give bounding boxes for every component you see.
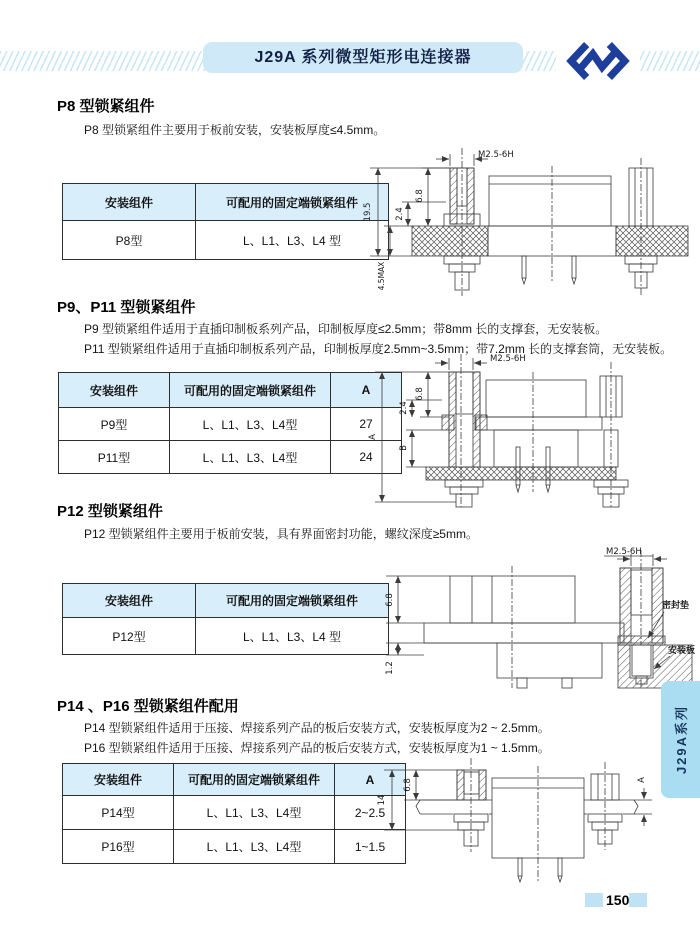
table-header-row: [59, 373, 402, 408]
col-header: 安装组件: [63, 764, 174, 796]
col-header: 安装组件: [63, 584, 196, 618]
cell-model: P9型: [59, 408, 170, 441]
section-p16-paragraph: P16 型锁紧组件适用于压接、焊接系列产品的板后安装方式，安装板厚度为1 ~ 1.5mm。: [84, 741, 550, 755]
section-heading-p9-p11: P9、P11 型锁紧组件: [57, 299, 196, 316]
table-row: [59, 441, 402, 474]
dim-label: 6.8: [403, 778, 413, 792]
dim-label: 2.4: [399, 401, 409, 415]
col-header: 可配用的固定端锁紧组件: [170, 373, 331, 408]
table-row: [63, 830, 406, 864]
col-header: A: [335, 764, 406, 796]
footer-left-bar: [585, 893, 603, 907]
p9-p11-drawing: [368, 352, 638, 507]
table-row: [63, 618, 389, 655]
dim-label: 2.4: [395, 207, 405, 221]
page-title: J29A 系列微型矩形电连接器: [203, 42, 523, 73]
section-p8-paragraph: P8 型锁紧组件主要用于板前安装，安装板厚度≤4.5mm。: [84, 123, 386, 137]
footer-right-bar: [629, 893, 647, 907]
table-row: [63, 221, 389, 260]
section-heading-p14-p16: P14 、P16 型锁紧组件配用: [57, 698, 239, 715]
cell-a-value: 27: [331, 408, 402, 441]
section-heading-p8: P8 型锁紧组件: [57, 98, 155, 115]
dim-label: 6.8: [415, 387, 425, 401]
dim-label-thread: M2.5-6H: [490, 354, 526, 364]
section-p9-paragraph: P9 型锁紧组件适用于直插印制板系列产品，印制板厚度≤2.5mm；带8mm 长的支撑套，无安装板。: [84, 322, 608, 336]
p8-table: [62, 183, 389, 260]
cell-model: P14型: [63, 796, 174, 830]
cell-compatible: L、L1、L3、L4 型: [196, 618, 389, 655]
col-header: 可配用的固定端锁紧组件: [196, 184, 389, 221]
col-header: 安装组件: [63, 184, 196, 221]
cell-model: P8型: [63, 221, 196, 260]
series-side-tab-label: J29A系列: [674, 704, 689, 775]
dim-label: 1.2: [385, 661, 395, 675]
dim-label: 4.5MAX: [377, 261, 386, 291]
table-header-row: [63, 764, 406, 796]
mounting-plate-label: 安装板: [668, 646, 696, 656]
p12-drawing: [362, 547, 696, 693]
col-header: A: [331, 373, 402, 408]
cell-compatible: L、L1、L3、L4型: [174, 796, 335, 830]
cell-model: P16型: [63, 830, 174, 864]
dim-label: 6.8: [415, 189, 425, 203]
table-header-row: [63, 184, 389, 221]
dim-label: A: [637, 777, 647, 783]
section-p14-paragraph: P14 型锁紧组件适用于压接、焊接系列产品的板后安装方式，安装板厚度为2 ~ 2.5mm。: [84, 721, 550, 735]
cell-compatible: L、L1、L3、L4型: [174, 830, 335, 864]
section-p11-paragraph: P11 型锁紧组件适用于直插印制板系列产品，印制板厚度2.5mm~3.5mm；带7.2mm 长的支撑套筒，无安装板。: [84, 342, 673, 356]
table-row: [59, 408, 402, 441]
table-row: [63, 796, 406, 830]
dim-label: A: [368, 434, 378, 440]
page-number: 150: [606, 892, 630, 908]
p9-p11-table: [58, 372, 402, 474]
col-header: 可配用的固定端锁紧组件: [174, 764, 335, 796]
cell-a-value: 1~1.5: [335, 830, 406, 864]
cell-compatible: L、L1、L3、L4型: [170, 441, 331, 474]
section-p12-paragraph: P12 型锁紧组件主要用于板前安装，具有界面密封功能，螺纹深度≥5mm。: [84, 527, 478, 541]
cell-model: P12型: [63, 618, 196, 655]
dim-label: B: [399, 445, 409, 451]
brand-logo-icon: [565, 39, 631, 83]
p14-p16-drawing: [372, 748, 662, 883]
section-heading-p12: P12 型锁紧组件: [57, 503, 163, 520]
p12-table: [62, 583, 389, 655]
table-header-row: [63, 584, 389, 618]
series-side-tab: [661, 681, 700, 798]
dim-label: 19.5: [363, 202, 373, 222]
col-header: 安装组件: [59, 373, 170, 408]
col-header: 可配用的固定端锁紧组件: [196, 584, 389, 618]
cell-a-value: 24: [331, 441, 402, 474]
seal-gasket-label: 密封垫: [662, 601, 690, 611]
p8-drawing: [356, 146, 691, 296]
cell-model: P11型: [59, 441, 170, 474]
cell-a-value: 2~2.5: [335, 796, 406, 830]
p14-p16-table: [62, 763, 406, 864]
brand-logo: [556, 36, 640, 86]
dim-label-thread: M2.5-6H: [606, 547, 642, 557]
cell-compatible: L、L1、L3、L4型: [170, 408, 331, 441]
dim-label: 14: [377, 794, 387, 806]
dim-label: 6.8: [385, 593, 395, 607]
dim-label-thread: M2.5-6H: [478, 150, 514, 160]
cell-compatible: L、L1、L3、L4 型: [196, 221, 389, 260]
